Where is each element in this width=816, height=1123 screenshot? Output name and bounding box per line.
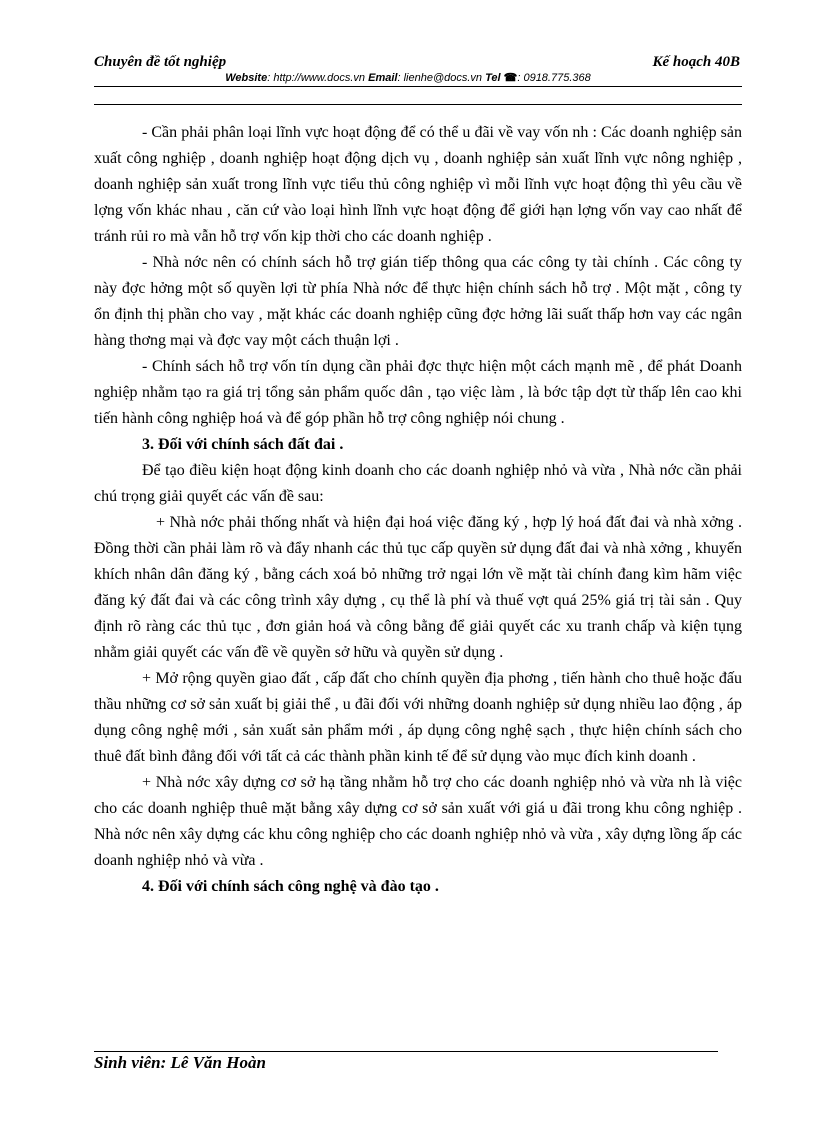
phone-icon: ☎ — [503, 72, 518, 84]
email-label: Email — [368, 72, 398, 84]
header-rule — [94, 86, 742, 87]
footer-student: Sinh viên: Lê Văn Hoàn — [94, 1053, 266, 1072]
document-body — [94, 120, 742, 900]
header-contact-line — [0, 71, 816, 84]
footer-rule — [94, 1051, 718, 1052]
website-value: : http://www.docs.vn — [267, 72, 366, 84]
paragraph: Để tạo điều kiện hoạt động kinh doanh cho các doanh nghiệp nhỏ và vừa , Nhà nớc cần phải chú trọng giải quyết các vấn đề sau: — [94, 462, 742, 505]
section-heading: 4. Đối với chính sách công nghệ và đào tạo . — [142, 878, 439, 895]
paragraph: - Chính sách hỗ trợ vốn tín dụng cần phải đợc thực hiện một cách mạnh mẽ , để phát Doanh nghiệp nhằm tạo ra giá trị tổng sản phẩm quốc dân , tạo việc làm , là bớc tập dợt từ thấp lên cao khi tiến hành công nghiệp hoá và để góp phần hỗ trợ công nghiệp nói chung . — [94, 358, 742, 427]
tel-label: Tel — [485, 72, 501, 84]
header-left-title: Chuyên đề tốt nghiệp — [94, 54, 227, 70]
website-label: Website — [225, 72, 268, 84]
email-value: : lienhe@docs.vn — [397, 72, 483, 84]
paragraph: + Nhà nớc phải thống nhất và hiện đại hoá việc đăng ký , hợp lý hoá đất đai và nhà xởng . Đồng thời cần phải làm rõ và đẩy nhanh các thủ tục cấp quyền sử dụng đất đai và nhà xởng , khuyến khích nhân dân đăng ký , bằng cách xoá bỏ những trở ngại lớn về mặt tài chính đang kìm hãm việc đăng ký đất đai và các công trình xây dựng , cụ thể là phí và thuế vợt quá 25% giá trị tài sản . Quy định rõ ràng các thủ tục , đơn giản hoá và công bằng để giải quyết các xu tranh chấp và kiện tụng nhằm giải quyết các vấn đề về quyền sở hữu và quyền sử dụng . — [94, 514, 742, 661]
header-right-title: Kế hoạch 40B — [652, 54, 740, 70]
paragraph: + Nhà nớc xây dựng cơ sở hạ tầng nhằm hỗ trợ cho các doanh nghiệp nhỏ và vừa nh là việc cho các doanh nghiệp thuê mặt bằng xây dựng cơ sở sản xuất với giá u đãi trong khu công nghiệp . Nhà nớc nên xây dựng các khu công nghiệp cho các doanh nghiệp nhỏ và vừa , xây dựng lồng ấp các doanh nghiệp nhỏ và vừa . — [94, 774, 742, 869]
header-rule-bottom — [94, 104, 742, 105]
section-heading: 3. Đối với chính sách đất đai . — [142, 436, 344, 453]
tel-value: : 0918.775.368 — [517, 72, 591, 84]
paragraph: + Mở rộng quyền giao đất , cấp đất cho chính quyền địa phơng , tiến hành cho thuê hoặc đấu thầu những cơ sở sản xuất bị giải thể , u đãi đối với những doanh nghiệp sử dụng nhiều lao động , áp dụng công nghệ mới , sản xuất sản phẩm mới , áp dụng công nghệ sạch , thực hiện chính sách cho thuê đất bình đẳng đối với tất cả các thành phần kinh tế để sử dụng vào mục đích kinh doanh . — [94, 670, 742, 765]
paragraph: - Nhà nớc nên có chính sách hỗ trợ gián tiếp thông qua các công ty tài chính . Các công ty này đợc hởng một số quyền lợi từ phía Nhà nớc để thực hiện chính sách hỗ trợ . Một mặt , công ty ổn định thị phần cho vay , mặt khác các doanh nghiệp cũng đợc hởng lãi suất thấp hơn vay các ngân hàng thơng mại và đợc vay một cách thuận lợi . — [94, 254, 742, 349]
paragraph: - Cần phải phân loại lĩnh vực hoạt động để có thể u đãi về vay vốn nh : Các doanh nghiệp sản xuất công nghiệp , doanh nghiệp hoạt động dịch vụ , doanh nghiệp sản xuất lĩnh vực nông nghiệp , doanh nghiệp sản xuất trong lĩnh vực tiểu thủ công nghiệp vì mỗi lĩnh vực hoạt động thì yêu cầu về lợng vốn khác nhau , căn cứ vào loại hình lĩnh vực hoạt động để giới hạn lợng vốn vay cao nhất để tránh rủi ro mà vẫn hỗ trợ vốn kịp thời cho các doanh nghiệp . — [94, 124, 742, 245]
